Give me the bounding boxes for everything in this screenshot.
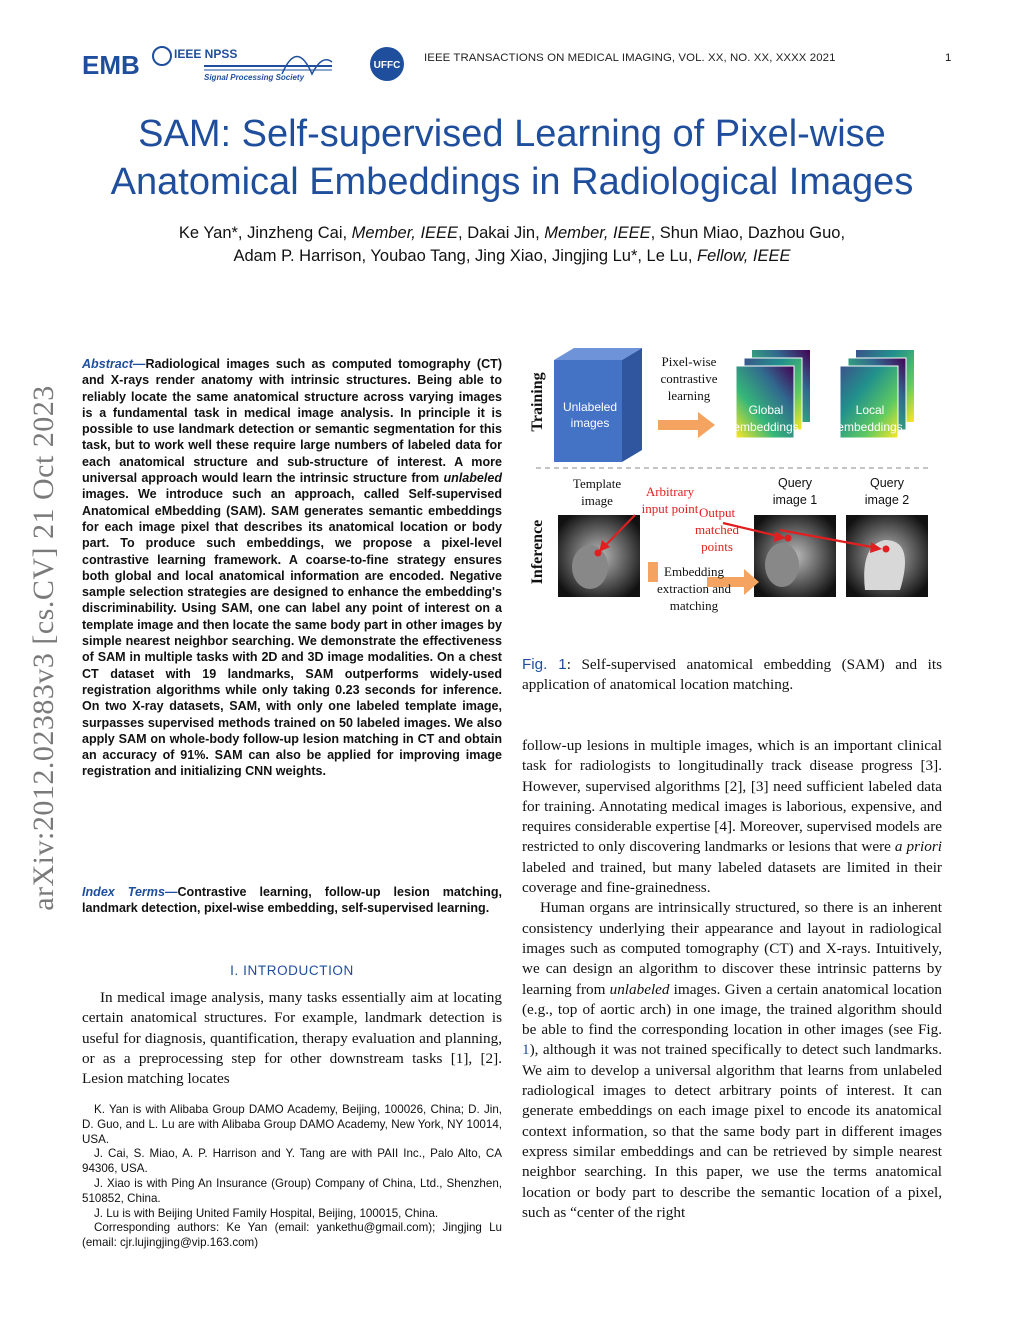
arbitrary-input-point-label: Arbitrary input point — [641, 484, 699, 516]
paragraph: Human organs are intrinsically structured, so there is an inherent consistency underlying their appearance and layout in radiological images such as computed tomography (CT) and X-rays. Intuitively, we can design an algorithm to discover these intrinsic patterns by learning from unlabeled images. Given a certain anatomical location (e.g., top of aortic arch) in one image, the trained algorithm should be able to find the corresponding location in other images (see Fig. 1), although it was not trained specifically to detect such landmarks. We aim to develop a universal algorithm that learns from unlabeled radiological images to detect arbitrary points of interest. It can generate embeddings on each image pixel to encode its anatomical context information, so that the same body part in different images express similar embeddings and can be retrieved by simple nearest neighbor searching. In this paper, we use the terms anatomical location or body part to describe the semantic location of a pixel, such as “center of the right — [522, 899, 942, 1221]
abstract-label: Abstract— — [82, 357, 146, 371]
authors-line-1: Ke Yan*, Jinzheng Cai, Member, IEEE, Dakai Jin, Member, IEEE, Shun Miao, Dazhou Guo, — [178, 224, 846, 242]
embedding-extraction-label: Embedding extraction and matching — [657, 564, 731, 613]
abstract: Abstract—Radiological images such as computed tomography (CT) and X-rays render anatomy with intrinsic structures. Being able to reliably locate the same anatomical structure across varying images is a fundamental task in medical image analysis. In principle it is possible to use landmark detection or semantic segmentation for this task, but to work well these require large numbers of labeled data for each anatomical structure and sub-structure of interest. A more universal approach would learn the intrinsic structure from unlabeled images. We introduce such an approach, called Self-supervised Anatomical eMbedding (SAM). SAM generates semantic embeddings for each image pixel that describes its anatomical location or body part. To produce such embeddings, we propose a pixel-level contrastive learning framework. A coarse-to-fine strategy ensures both global and local anatomical information are encoded. Negative sample selection strategies are designed to enhance the embedding's discriminability. Using SAM, one can label any point of interest on a template image and then locate the same body part in other images by simple nearest neighbor searching. We demonstrate the effectiveness of SAM in multiple tasks with 2D and 3D image modalities. On a chest CT dataset with 19 landmarks, SAM outperforms widely-used registration algorithms while only taking 0.23 seconds for inference. On two X-ray datasets, SAM, with only one labeled template image, surpasses supervised methods trained on 50 labeled images. We also apply SAM on whole-body follow-up lesion matching in CT and obtain an accuracy of 91%. SAM can also be applied for improving image registration and initializing CNN weights. — [82, 357, 502, 779]
index-terms-label: Index Terms— — [82, 885, 178, 899]
footnote: J. Xiao is with Ping An Insurance (Group) Company of China, Ltd., Shenzhen, 510852, China. — [82, 1176, 502, 1205]
output-matched-points-label: Output matched points — [694, 505, 740, 554]
template-image-label: Template image — [572, 476, 622, 508]
index-terms: Index Terms—Contrastive learning, follow-up lesion matching, landmark detection, pixel-wise embedding, self-supervised learning. — [82, 885, 503, 916]
emb-logo — [82, 50, 140, 80]
footnote: K. Yan is with Alibaba Group DAMO Academy, Beijing, 100026, China; D. Jin, D. Guo, and L. Lu are with Alibaba Group DAMO Academy, New York, NY 10014, USA. — [82, 1103, 502, 1146]
uffc-logo — [370, 47, 404, 81]
training-label: Training — [529, 372, 546, 432]
paper-title — [60, 110, 964, 206]
society-logos — [82, 44, 412, 84]
authors-line-2: Adam P. Harrison, Youbao Tang, Jing Xiao, Jingjing Lu*, Le Lu, Fellow, IEEE — [233, 247, 791, 265]
query-ct-image-1 — [754, 515, 836, 597]
figure-1-link[interactable]: 1 — [522, 1041, 530, 1059]
svg-text:Signal Processing Society: Signal Processing Society — [204, 73, 305, 82]
footnote: J. Cai, S. Miao, A. P. Harrison and Y. Tang are with PAII Inc., Palo Alto, CA 94306, USA. — [82, 1147, 502, 1176]
running-head: IEEE TRANSACTIONS ON MEDICAL IMAGING, VOL. XX, NO. XX, XXXX 2021 — [424, 52, 836, 64]
query-image-2-label: Query image 2 — [864, 476, 910, 507]
svg-text:IEEE NPSS: IEEE NPSS — [174, 47, 238, 61]
template-ct-image — [558, 515, 640, 597]
paragraph: follow-up lesions in multiple images, which is an important clinical task for radiologists to longitudinally track disease progress [3]. However, supervised algorithms [2], [3] need sufficient labeled data for training. Annotating medical images is laborious, expensive, and requires considerable expertise [4]. Moreover, supervised models are restricted to only discovering landmarks or lesions that were a priori labeled and trained, but many labeled datasets are limited in their coverage and fine-grainedness. — [522, 737, 943, 897]
arxiv-stamp: arXiv:2012.02383v3 [cs.CV] 21 Oct 2023 — [27, 384, 60, 911]
footnote: Corresponding authors: Ke Yan (email: yankethu@gmail.com); Jingjing Lu (email: cjr.lujingjing@vip.163.com) — [82, 1221, 502, 1250]
figure-1-label: Fig. 1 — [522, 656, 567, 673]
inference-label: Inference — [529, 519, 546, 585]
footnote: J. Lu is with Beijing United Family Hospital, Beijing, 100015, China. — [94, 1206, 439, 1220]
svg-text:UFFC: UFFC — [373, 60, 401, 71]
title-line-2: Anatomical Embeddings in Radiological Images — [110, 161, 914, 203]
training-arrow — [658, 412, 715, 438]
ieee-npss-logo — [153, 47, 237, 65]
right-column-body — [522, 736, 942, 1223]
page-number: 1 — [945, 52, 952, 64]
unlabeled-images-label: Unlabeled images — [562, 400, 618, 430]
svg-text:EMB: EMB — [82, 50, 140, 80]
local-embeddings-label: Local embeddings — [837, 403, 903, 434]
figure-1 — [520, 345, 950, 620]
global-embeddings-label: Global embeddings — [733, 403, 799, 434]
query-image-1-label: Query image 1 — [772, 476, 818, 507]
pixelwise-contrastive-label: Pixel-wise contrastive learning — [660, 354, 718, 403]
figure-1-caption: Fig. 1: Self-supervised anatomical embedding (SAM) and its application of anatomical location matching. — [522, 656, 942, 694]
title-line-1: SAM: Self-supervised Learning of Pixel-wise — [138, 113, 886, 155]
footnotes — [82, 1103, 502, 1251]
author-list — [90, 222, 934, 268]
intro-paragraph: In medical image analysis, many tasks essentially aim at locating certain anatomical structures. For example, landmark detection is useful for diagnosis, quantification, therapy evaluation and planning, or as a preprocessing step for other downstream tasks [1], [2]. Lesion matching locates — [82, 989, 502, 1088]
query-ct-image-2 — [846, 515, 928, 597]
section-heading-introduction: I. INTRODUCTION — [230, 963, 354, 978]
